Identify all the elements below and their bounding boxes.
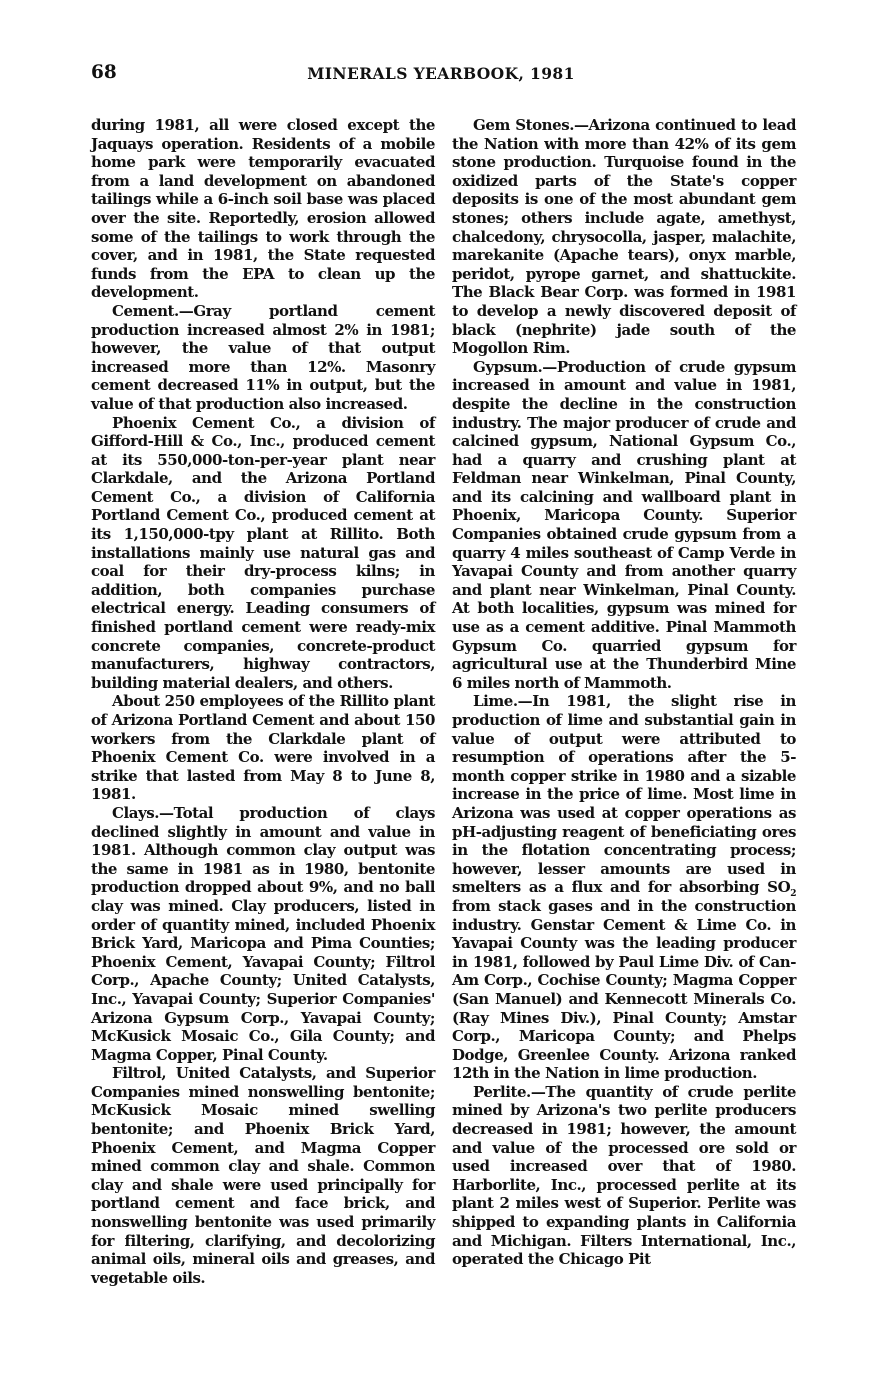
paragraph: About 250 employees of the Rillito plant of Arizona Portland Cement and about 150 workers from the Clarkdale plant of Phoenix Cement Co. were involved in a strike that lasted from May 8 to June 8, 1981. xyxy=(91,692,435,804)
right-column xyxy=(452,116,796,1269)
paragraph-clays: Clays.—Total production of clays declined slightly in amount and value in 1981. Although common clay output was the same in 1981 as in 1980, bentonite production dropped about 9%, and no ball clay was mined. Clay producers, listed in order of quantity mined, included Phoenix Brick Yard, Maricopa and Pima Counties; Phoenix Cement, Yavapai County; Filtrol Corp., Apache County; United Catalysts, Inc., Yavapai County; Superior Companies' Arizona Gypsum Corp., Yavapai County; McKusick Mosaic Co., Gila County; and Magma Copper, Pinal County. xyxy=(91,803,435,1064)
subscript: 2 xyxy=(790,889,796,900)
paragraph-gem-stones: Gem Stones.—Arizona continued to lead the Nation with more than 42% of its gem stone production. Turquoise found in the oxidized parts of the State's copper deposits is one of the most abundant gem stones; others include agate, amethyst, chalcedony, chrysocolla, jasper, malachite, marekanite (Apache tears), onyx marble, peridot, pyrope garnet, and shattuckite. The Black Bear Corp. was formed in 1981 to develop a newly discovered deposit of black (nephrite) jade south of the Mogollon Rim. xyxy=(452,116,797,358)
paragraph: Filtrol, United Catalysts, and Superior Companies mined nonswelling bentonite; McKusick Mosaic mined swelling bentonite; and Phoenix Brick Yard, Phoenix Cement, and Magma Copper mined common clay and shale. Common clay and shale were used principally for portland cement and face brick, and nonswelling bentonite was used primarily for filtering, clarifying, and decolorizing animal oils, mineral oils and greases, and vegetable oils. xyxy=(91,1064,435,1287)
paragraph-cement: Cement.—Gray portland cement production increased almost 2% in 1981; however, the value of that output increased more than 12%. Masonry cement decreased 11% in output, but the value of that production also increased. xyxy=(91,301,435,413)
paragraph-continued: during 1981, all were closed except the Jaquays operation. Residents of a mobile home park were temporarily evacuated from a land development on abandoned tailings while a 6-inch soil base was placed over the site. Reportedly, erosion allowed some of the tailings to work through the cover, and in 1981, the State requested funds from the EPA to clean up the development. xyxy=(91,116,435,302)
section-heading-gypsum: Gypsum.— xyxy=(473,357,557,376)
section-heading-lime: Lime.— xyxy=(473,692,533,711)
section-heading-clays: Clays.— xyxy=(112,803,174,822)
paragraph-lime: Lime.—In 1981, the slight rise in production of lime and substantial gain in value of output were attributed to resumption of operations after the 5-month copper strike in 1980 and a sizable increase in the price of lime. Most lime in Arizona was used at copper operations as pH-adjusting reagent of beneficiating ores in the flotation concentrating process; however, lesser amounts are used in smelters as a flux and for absorbing $SO_2$ from stack gases and in the construction industry. Genstar Cement & Lime Co. in Yavapai County was the leading producer in 1981, followed by Paul Lime Div. of Can-Am Corp., Cochise County; Magma Copper (San Manuel) and Kennecott Minerals Co. (Ray Mines Div.), Pinal County; Amstar Corp., Maricopa County; and Phelps Dodge, Greenlee County. Arizona ranked 12th in the Nation in lime production. xyxy=(452,692,796,1083)
page-number: 68 xyxy=(91,62,117,83)
section-heading-perlite: Perlite.— xyxy=(473,1082,546,1101)
paragraph-gypsum: Gypsum.—Production of crude gypsum increased in amount and value in 1981, despite the decline in the construction industry. The major producer of crude and calcined gypsum, National Gypsum Co., had a quarry and crushing plant at Feldman near Winkelman, Pinal County, and its calcining and wallboard plant in Phoenix, Maricopa County. Superior Companies obtained crude gypsum from a quarry 4 miles southeast of Camp Verde in Yavapai County and from another quarry and plant near Winkelman, Pinal County. At both localities, gypsum was mined for use as a cement additive. Pinal Mammoth Gypsum Co. quarried gypsum for agricultural use at the Thunderbird Mine 6 miles north of Mammoth. xyxy=(452,357,796,692)
paragraph-perlite: Perlite.—The quantity of crude perlite mined by Arizona's two perlite producers decreased in 1981; however, the amount and value of the processed ore sold or used increased over that of 1980. Harborlite, Inc., processed perlite at its plant 2 miles west of Superior. Perlite was shipped to expanding plants in California and Michigan. Filters International, Inc., operated the Chicago Pit xyxy=(452,1082,796,1269)
section-heading-gem-stones: Gem Stones.— xyxy=(473,116,589,134)
section-heading-cement: Cement.— xyxy=(112,301,194,320)
left-column xyxy=(91,116,435,1287)
running-title: MINERALS YEARBOOK, 1981 xyxy=(307,64,575,83)
page-header xyxy=(91,62,791,92)
paragraph: Phoenix Cement Co., a division of Gifford-Hill & Co., Inc., produced cement at its 550,000-ton-per-year plant near Clarkdale, and the Arizona Portland Cement Co., a division of California Portland Cement Co., produced cement at its 1,150,000-tpy plant at Rillito. Both installations mainly use natural gas and coal for their dry-process kilns; in addition, both companies purchase electrical energy. Leading consumers of finished portland cement were ready-mix concrete companies, concrete-product manufacturers, highway contractors, building material dealers, and others. xyxy=(91,413,435,692)
